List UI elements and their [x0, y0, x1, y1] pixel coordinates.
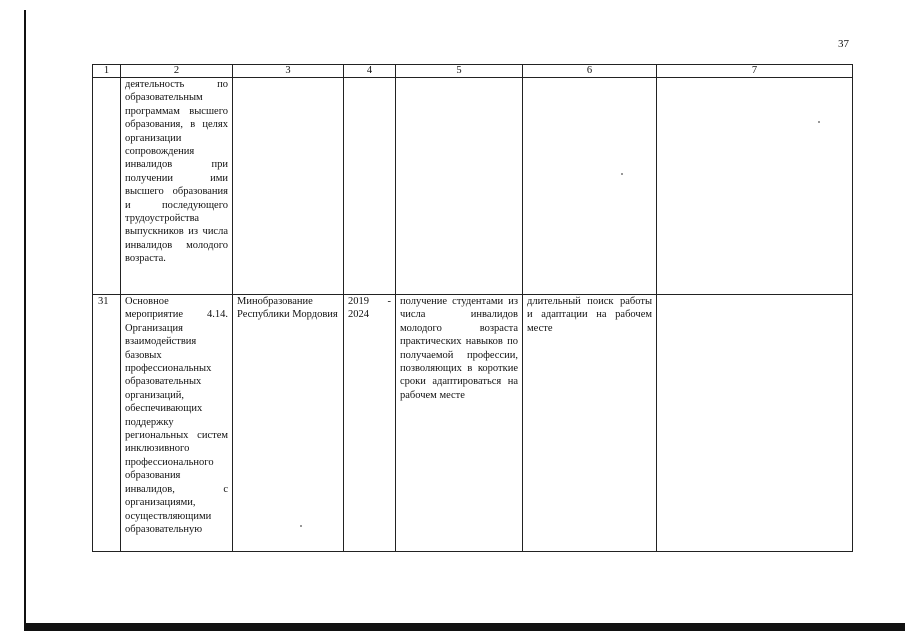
bottom-margin-line — [24, 623, 905, 631]
left-margin-line — [24, 10, 26, 628]
header-cell-1: 1 — [93, 65, 121, 78]
executor-cell — [233, 78, 344, 295]
executor-cell: Минобразование Республики Мордовия — [233, 295, 344, 552]
header-cell-7: 7 — [657, 65, 853, 78]
header-cell-4: 4 — [344, 65, 396, 78]
link-cell — [657, 295, 853, 552]
result-cell — [396, 78, 523, 295]
scan-speck — [300, 525, 302, 527]
measure-cell: деятельность по образовательным программам высшего образования, в целях организации сопровождения инвалидов при получении ими высшего образования и последующего трудоустройства выпускников из числа инвалидов молодого возраста. — [121, 78, 233, 295]
measure-cell: Основное мероприятие 4.14. Организация взаимодействия базовых профессиональных образовательных организаций, обеспечивающих поддержку региональных систем инклюзивного профессионального образования инвалидов, с организациями, осуществляющими образовательную — [121, 295, 233, 552]
scan-speck — [818, 121, 820, 123]
row-number-cell: 31 — [93, 295, 121, 552]
header-cell-2: 2 — [121, 65, 233, 78]
consequence-cell: длительный поиск работы и адаптации на рабочем месте — [523, 295, 657, 552]
result-cell: получение студентами из числа инвалидов молодого возраста практических навыков по получаемой профессии, позволяющих в короткие сроки адаптироваться на рабочем месте — [396, 295, 523, 552]
table-row-31 — [93, 295, 853, 552]
period-cell — [344, 78, 396, 295]
header-cell-5: 5 — [396, 65, 523, 78]
row-number-cell — [93, 78, 121, 295]
table-header-row — [93, 65, 853, 78]
header-cell-3: 3 — [233, 65, 344, 78]
period-cell: 2019 - 2024 — [344, 295, 396, 552]
page-number: 37 — [838, 38, 849, 50]
measures-table — [92, 64, 853, 552]
scan-speck — [621, 173, 623, 175]
consequence-cell — [523, 78, 657, 295]
header-cell-6: 6 — [523, 65, 657, 78]
link-cell — [657, 78, 853, 295]
table-row-continuation — [93, 78, 853, 295]
